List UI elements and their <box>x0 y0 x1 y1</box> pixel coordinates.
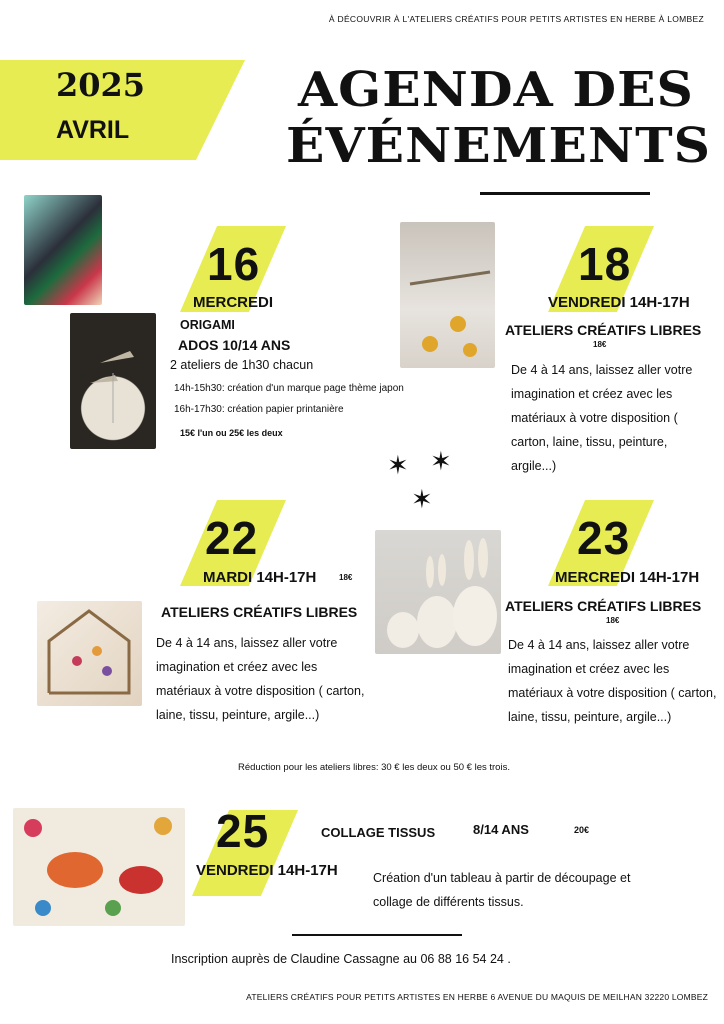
event-date-16: 16 <box>207 238 261 290</box>
event-sessions-16: 2 ateliers de 1h30 chacun <box>170 358 314 372</box>
title-line-2: ÉVÉNEMENTS <box>286 118 712 174</box>
bee-icon <box>400 222 495 368</box>
event-date-18: 18 <box>578 238 632 290</box>
event-price-23: 18€ <box>606 616 620 625</box>
event-day-16: MERCREDI <box>193 294 274 311</box>
event-day-23: MERCREDI 14H-17H <box>555 569 700 586</box>
event-activity-23: ATELIERS CRÉATIFS LIBRES <box>505 598 702 614</box>
star-icon: ✶ <box>411 484 433 514</box>
page-title <box>286 62 712 174</box>
event-day-25: VENDREDI 14H-17H <box>196 862 338 879</box>
event-day-22: MARDI 14H-17H <box>203 569 317 586</box>
event-date-22: 22 <box>205 512 259 564</box>
event-description-22: De 4 à 14 ans, laissez aller votre imagination et créez avec les matériaux à votre disposition ( carton, laine, tissu, peinture, argile...) <box>156 636 365 722</box>
event-description-23: De 4 à 14 ans, laissez aller votre imagination et créez avec les matériaux à votre disposition ( carton, laine, tissu, peinture, argile...) <box>508 638 717 724</box>
event-activity-16: ORIGAMI <box>180 318 235 332</box>
house-frame-icon <box>37 601 142 706</box>
inscription-text: Inscription auprès de Claudine Cassagne au 06 88 16 54 24 . <box>171 952 511 966</box>
bird-icon <box>70 313 156 449</box>
year-label: 2025 <box>56 66 146 104</box>
event-date-25: 25 <box>216 805 270 857</box>
event-date-23: 23 <box>577 512 631 564</box>
title-underline <box>480 192 650 195</box>
event-activity-22: ATELIERS CRÉATIFS LIBRES <box>161 604 358 620</box>
fabric-collage-photo <box>13 808 185 926</box>
bird-sculpture-photo <box>70 313 156 449</box>
event-day-18: VENDREDI 14H-17H <box>548 294 690 311</box>
weaving-photo <box>37 601 142 706</box>
event-price-22: 18€ <box>339 573 353 582</box>
bee-mobile-photo <box>400 222 495 368</box>
event-age-25: 8/14 ANS <box>473 822 529 837</box>
event-slot2-16: 16h-17h30: création papier printanière <box>174 404 344 415</box>
event-description-25: Création d'un tableau à partir de découpage et collage de différents tissus. <box>373 871 631 909</box>
title-line-1: AGENDA DES <box>297 62 695 118</box>
star-icon: ✶ <box>387 450 409 480</box>
bookmark-photo <box>24 195 102 305</box>
event-price-16: 15€ l'un ou 25€ les deux <box>180 428 283 438</box>
event-price-25: 20€ <box>574 825 590 835</box>
month-label: AVRIL <box>56 116 130 144</box>
bunny-icon <box>375 530 501 654</box>
top-note: À DÉCOUVRIR À L'ATELIERS CRÉATIFS POUR PETITS ARTISTES EN HERBE À LOMBEZ <box>328 14 704 24</box>
address-text: ATELIERS CRÉATIFS POUR PETITS ARTISTES EN HERBE 6 AVENUE DU MAQUIS DE MEILHAN 32220 LOMBEZ <box>246 992 708 1002</box>
reduction-note: Réduction pour les ateliers libres: 30 € les deux ou 50 € les trois. <box>238 762 510 773</box>
event-age-16: ADOS 10/14 ANS <box>178 337 291 353</box>
event-description-18: De 4 à 14 ans, laissez aller votre imagination et créez avec les matériaux à votre disposition ( carton, laine, tissu, peinture, argile...) <box>511 363 693 473</box>
bird-icon <box>13 808 185 926</box>
event-activity-18: ATELIERS CRÉATIFS LIBRES <box>505 322 702 338</box>
bunny-figurines-photo <box>375 530 501 654</box>
footer-divider <box>292 934 462 936</box>
event-slot1-16: 14h-15h30: création d'un marque page thème japon <box>174 383 404 394</box>
star-icon: ✶ <box>430 446 452 476</box>
event-activity-25: COLLAGE TISSUS <box>321 825 436 840</box>
event-price-18: 18€ <box>593 340 607 349</box>
